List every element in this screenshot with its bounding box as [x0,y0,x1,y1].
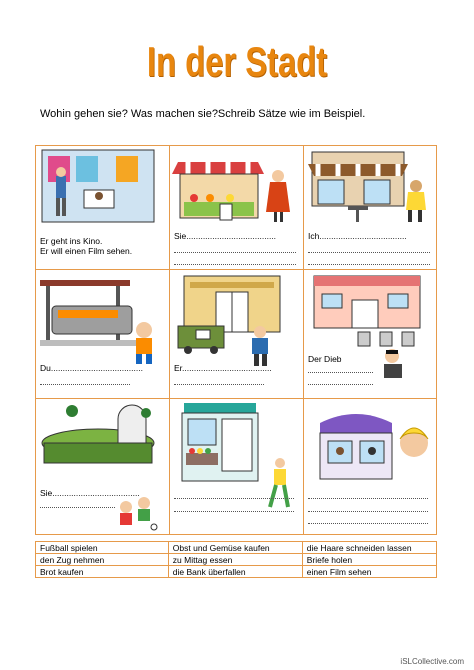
cell-bank [304,270,438,397]
word-bank-cell: Fußball spielen [36,542,169,554]
cell-1-line-2: Er will einen Film sehen. [40,246,133,256]
stadium-illustration [36,399,170,534]
cell-station [36,270,170,397]
cell-7-line-1: Sie..................................... [40,488,140,498]
word-bank-row [36,566,437,578]
word-bank-cell: die Haare schneiden lassen [302,542,436,554]
cell-6-line-1: Der Dieb [308,354,342,364]
word-bank-row [36,554,437,566]
exercise-grid [35,145,437,535]
cell-stadium [36,399,170,526]
cell-cafe [304,146,438,273]
word-bank-cell: den Zug nehmen [36,554,169,566]
bank-illustration [304,270,438,398]
word-bank-table [35,541,437,578]
word-bank-cell: Brot kaufen [36,566,169,578]
cell-5-line-1: Er...................................... [174,363,272,373]
cell-market [170,146,304,273]
cell-cinema [36,146,170,273]
post-office-illustration [170,270,304,398]
word-bank-row [36,542,437,554]
word-bank-cell: Obst und Gemüse kaufen [168,542,302,554]
cell-3-line-1: Ich..................................... [308,231,407,241]
word-bank-cell: einen Film sehen [302,566,436,578]
footer-watermark: iSLCollective.com [400,657,464,666]
worksheet-title: In der Stadt [146,38,328,85]
grocery-illustration [170,399,304,534]
cell-4-line-1: Du....................................... [40,363,143,373]
word-bank-cell: Briefe holen [302,554,436,566]
cell-1-line-1: Er geht ins Kino. [40,236,103,246]
station-illustration [36,270,170,398]
cell-grocery [170,399,304,526]
cell-post-office [170,270,304,397]
hairdresser-illustration [304,399,438,534]
cell-hairdresser [304,399,438,526]
word-bank-cell: zu Mittag essen [168,554,302,566]
word-bank-cell: die Bank überfallen [168,566,302,578]
instruction-text: Wohin gehen sie? Was machen sie?Schreib Sätze wie im Beispiel. [40,108,366,120]
cell-2-line-1: Sie...................................... [174,231,277,241]
